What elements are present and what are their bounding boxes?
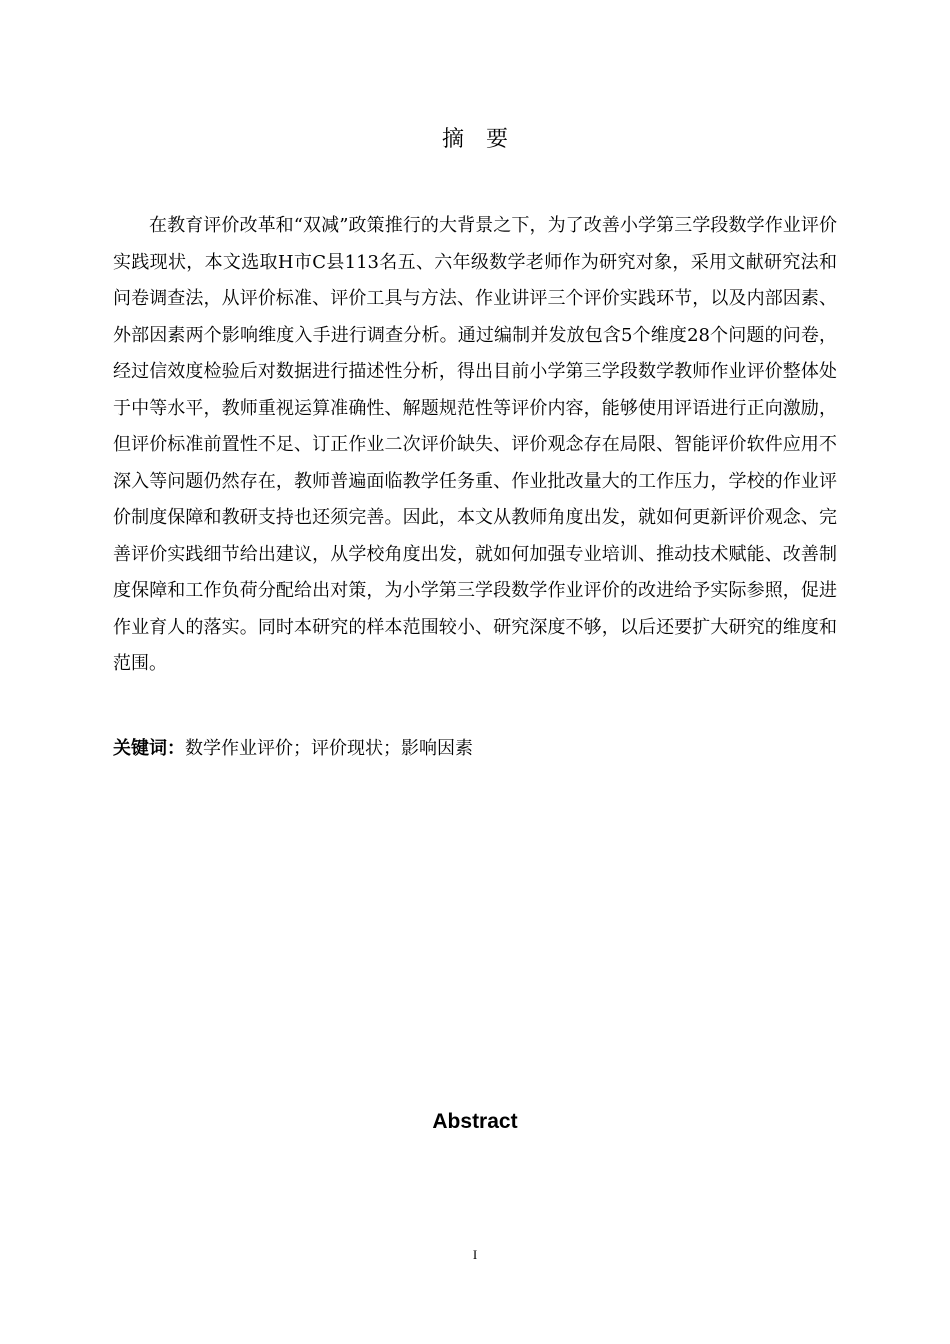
keywords-label: 关键词： <box>113 738 185 759</box>
abstract-body-cn: 在教育评价改革和“双减”政策推行的大背景之下，为了改善小学第三学段数学作业评价实践现状，本文选取H市C县113名五、六年级数学老师作为研究对象，采用文献研究法和问卷调查法，从评价标准、评价工具与方法、作业讲评三个评价实践环节，以及内部因素、外部因素两个影响维度入手进行调查分析。通过编制并发放包含5个维度28个问题的问卷，经过信效度检验后对数据进行描述性分析，得出目前小学第三学段数学教师作业评价整体处于中等水平，教师重视运算准确性、解题规范性等评价内容，能够使用评语进行正向激励，但评价标准前置性不足、订正作业二次评价缺失、评价观念存在局限、智能评价软件应用不深入等问题仍然存在，教师普遍面临教学任务重、作业批改量大的工作压力，学校的作业评价制度保障和教研支持也还须完善。因此，本文从教师角度出发，就如何更新评价观念、完善评价实践细节给出建议，从学校角度出发，就如何加强专业培训、推动技术赋能、改善制度保障和工作负荷分配给出对策，为小学第三学段数学作业评价的改进给予实际参照，促进作业育人的落实。同时本研究的样本范围较小、研究深度不够，以后还要扩大研究的维度和范围。 <box>113 215 837 674</box>
page-number: I <box>472 1247 478 1262</box>
keywords-text: 数学作业评价；评价现状；影响因素 <box>185 738 473 759</box>
abstract-title-cn: 摘要 <box>441 127 530 152</box>
abstract-title-en: Abstract <box>432 1110 518 1133</box>
keywords-line <box>113 731 837 767</box>
